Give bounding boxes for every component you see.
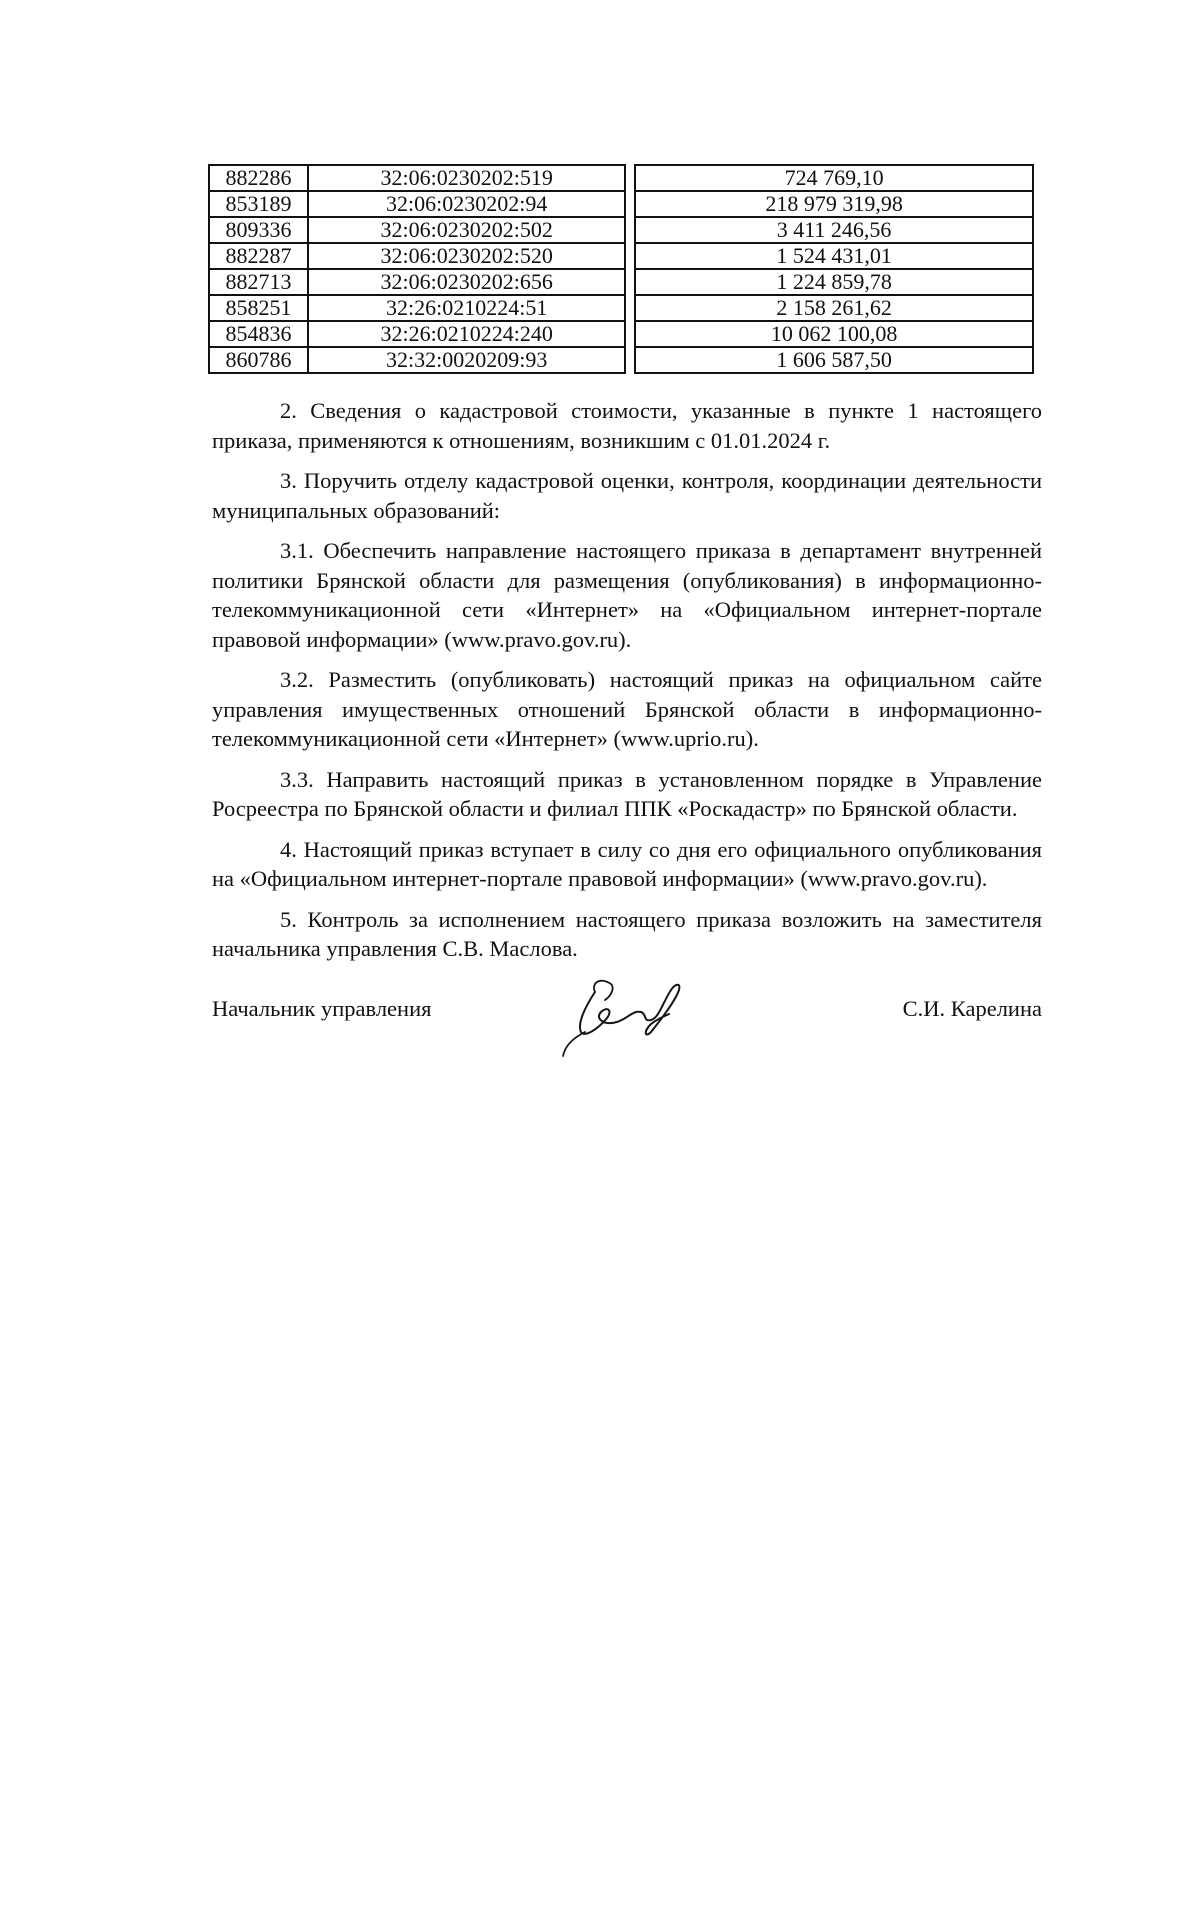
signatory-name: С.И. Карелина	[902, 996, 1042, 1021]
column-gap	[625, 321, 635, 347]
column-gap	[625, 295, 635, 321]
cadastral-number-cell: 32:06:0230202:94	[308, 191, 625, 217]
object-number-cell: 882287	[209, 243, 308, 269]
cadastral-number-cell: 32:06:0230202:519	[308, 165, 625, 191]
column-gap	[625, 347, 635, 373]
table-row	[209, 165, 1033, 191]
cadastral-number-cell: 32:32:0020209:93	[308, 347, 625, 373]
object-number-cell: 809336	[209, 217, 308, 243]
cadastral-value-cell: 3 411 246,56	[635, 217, 1033, 243]
object-number-cell: 882286	[209, 165, 308, 191]
cadastral-number-cell: 32:06:0230202:502	[308, 217, 625, 243]
table-row	[209, 269, 1033, 295]
column-gap	[625, 191, 635, 217]
cadastral-value-table	[208, 164, 1034, 374]
column-gap	[625, 217, 635, 243]
object-number-cell: 860786	[209, 347, 308, 373]
paragraph-3: 3. Поручить отделу кадастровой оценки, контроля, координации деятельности муниципальных образований:	[212, 468, 1042, 523]
cadastral-value-cell: 1 524 431,01	[635, 243, 1033, 269]
table-row	[209, 295, 1033, 321]
cadastral-value-cell: 1 606 587,50	[635, 347, 1033, 373]
table-row	[209, 243, 1033, 269]
object-number-cell: 882713	[209, 269, 308, 295]
signature-block	[212, 996, 1042, 1076]
order-body-text	[212, 396, 1042, 964]
paragraph-5: 5. Контроль за исполнением настоящего приказа возложить на заместителя начальника управления С.В. Маслова.	[212, 906, 1042, 961]
handwritten-signature	[555, 962, 705, 1062]
object-number-cell: 854836	[209, 321, 308, 347]
cadastral-value-cell: 10 062 100,08	[635, 321, 1033, 347]
column-gap	[625, 243, 635, 269]
cadastral-value-cell: 724 769,10	[635, 165, 1033, 191]
paragraph-3-1: 3.1. Обеспечить направление настоящего приказа в департамент внутренней политики Брянской области для размещения (опубликования) в информационно-телекоммуникационной сети «Интернет» на «Официальном интернет-портале правовой информации» (www.pravo.gov.ru).	[212, 538, 1042, 652]
paragraph-2: 2. Сведения о кадастровой стоимости, указанные в пункте 1 настоящего приказа, применяются к отношениям, возникшим с 01.01.2024 г.	[212, 398, 1042, 453]
table-row	[209, 347, 1033, 373]
cadastral-number-cell: 32:06:0230202:520	[308, 243, 625, 269]
table-row	[209, 321, 1033, 347]
cadastral-number-cell: 32:06:0230202:656	[308, 269, 625, 295]
paragraph-3-2: 3.2. Разместить (опубликовать) настоящий приказ на официальном сайте управления имущественных отношений Брянской области в информационно-телекоммуникационной сети «Интернет» (www.uprio.ru).	[212, 667, 1042, 751]
cadastral-number-cell: 32:26:0210224:240	[308, 321, 625, 347]
column-gap	[625, 165, 635, 191]
paragraph-4: 4. Настоящий приказ вступает в силу со дня его официального опубликования на «Официальном интернет-портале правовой информации» (www.pravo.gov.ru).	[212, 836, 1042, 891]
cadastral-number-cell: 32:26:0210224:51	[308, 295, 625, 321]
cadastral-value-cell: 1 224 859,78	[635, 269, 1033, 295]
table-row	[209, 217, 1033, 243]
column-gap	[625, 269, 635, 295]
object-number-cell: 853189	[209, 191, 308, 217]
object-number-cell: 858251	[209, 295, 308, 321]
signatory-position: Начальник управления	[212, 996, 432, 1021]
paragraph-3-3: 3.3. Направить настоящий приказ в установленном порядке в Управление Росреестра по Брянской области и филиал ППК «Роскадастр» по Брянской области.	[212, 766, 1042, 821]
cadastral-value-cell: 2 158 261,62	[635, 295, 1033, 321]
cadastral-value-cell: 218 979 319,98	[635, 191, 1033, 217]
table-row	[209, 191, 1033, 217]
